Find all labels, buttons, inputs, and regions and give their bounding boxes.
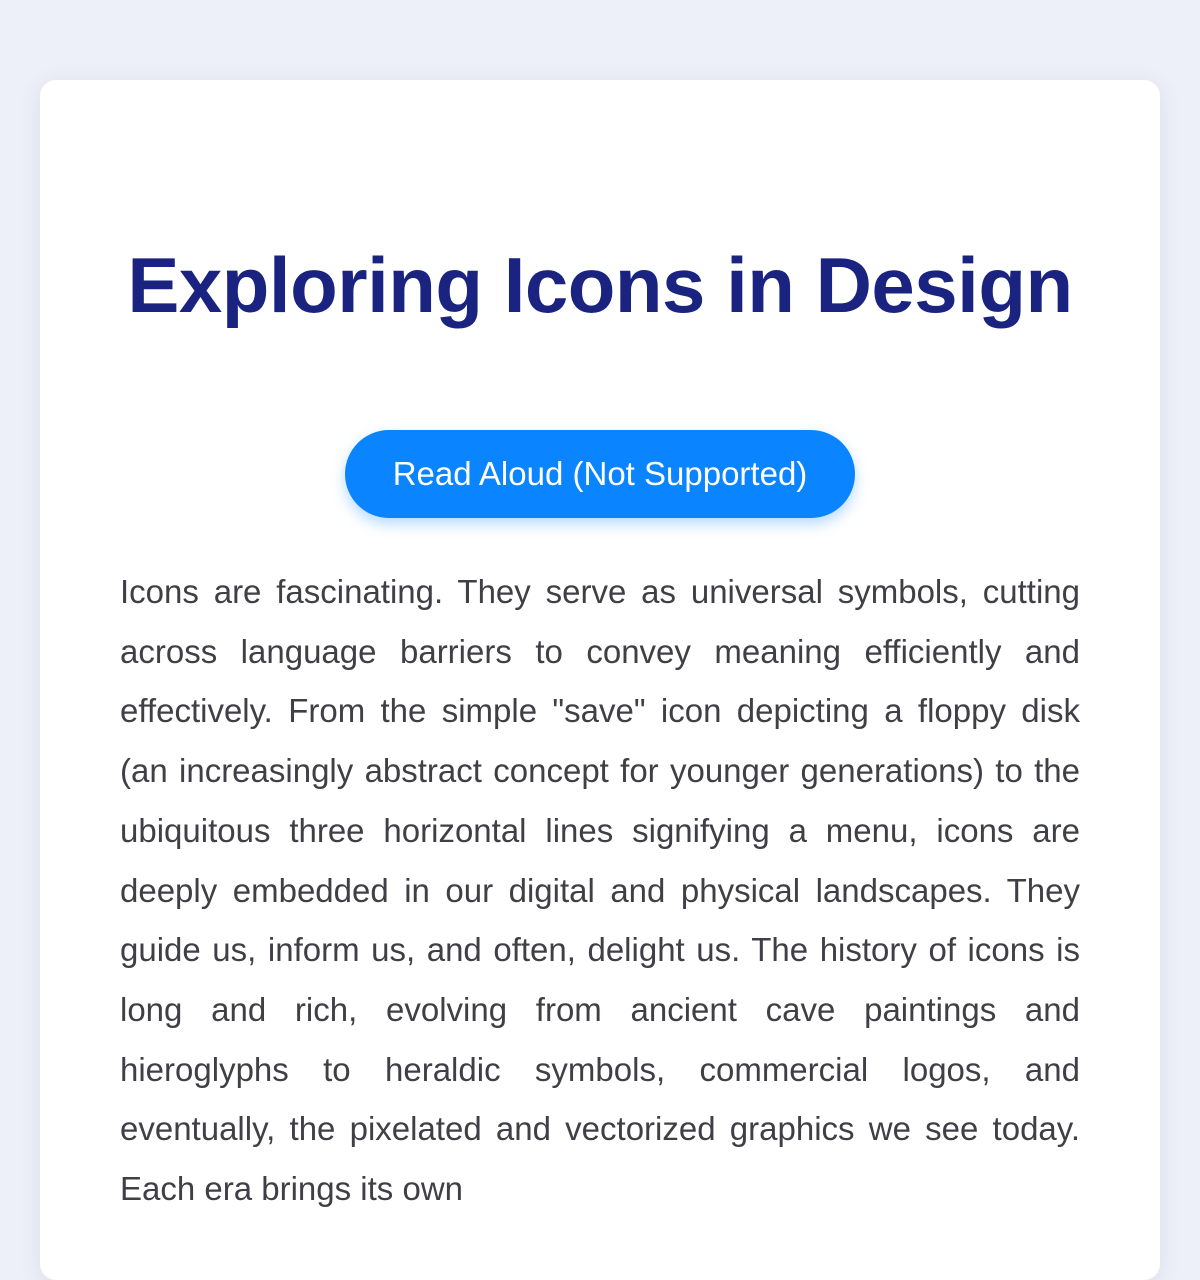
page-title: Exploring Icons in Design (127, 241, 1073, 329)
read-aloud-button[interactable]: Read Aloud (Not Supported) (345, 430, 856, 518)
button-row (120, 430, 1080, 518)
article-card (40, 80, 1160, 1280)
article-body: Icons are fascinating. They serve as universal symbols, cutting across language barriers to convey meaning efficiently and effectively. From the simple "save" icon depicting a floppy disk (an increasingly abstract concept for younger generations) to the ubiquitous three horizontal lines signifying a menu, icons are deeply embedded in our digital and physical landscapes. They guide us, inform us, and often, delight us. The history of icons is long and rich, evolving from ancient cave paintings and hieroglyphs to heraldic symbols, commercial logos, and eventually, the pixelated and vectorized graphics we see today. Each era brings its own (120, 573, 1080, 1208)
